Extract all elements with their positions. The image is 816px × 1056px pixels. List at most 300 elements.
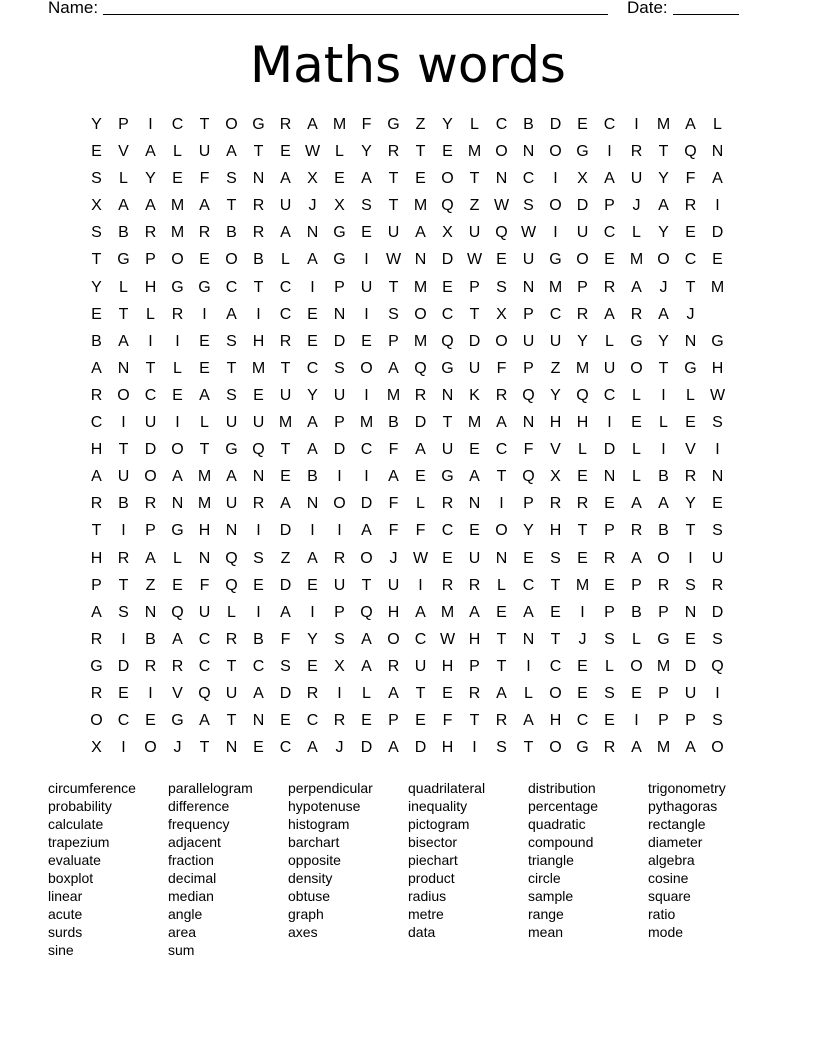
grid-letter[interactable]: C <box>495 441 508 459</box>
grid-letter[interactable]: U <box>522 332 535 350</box>
grid-letter[interactable]: A <box>253 684 264 702</box>
grid-letter[interactable]: E <box>253 576 264 594</box>
grid-letter[interactable]: G <box>441 359 454 377</box>
grid-letter[interactable]: O <box>117 386 130 404</box>
grid-letter[interactable]: A <box>145 197 156 215</box>
grid-letter[interactable]: H <box>711 359 724 377</box>
grid-letter[interactable]: A <box>172 468 183 486</box>
grid-letter[interactable]: E <box>415 712 426 730</box>
grid-letter[interactable]: I <box>337 468 342 486</box>
grid-letter[interactable]: W <box>304 143 321 161</box>
grid-letter[interactable]: E <box>172 170 183 188</box>
grid-letter[interactable]: E <box>307 576 318 594</box>
grid-letter[interactable]: P <box>604 603 615 621</box>
grid-letter[interactable]: F <box>415 522 426 540</box>
grid-letter[interactable]: T <box>199 739 210 757</box>
grid-letter[interactable]: E <box>307 657 318 675</box>
grid-letter[interactable]: S <box>712 630 723 648</box>
grid-letter[interactable]: E <box>469 522 480 540</box>
grid-letter[interactable]: N <box>684 603 697 621</box>
grid-letter[interactable]: N <box>252 170 265 188</box>
grid-letter[interactable]: C <box>171 116 184 133</box>
grid-letter[interactable]: B <box>658 468 669 486</box>
grid-letter[interactable]: E <box>442 549 453 567</box>
grid-letter[interactable]: E <box>604 576 615 594</box>
grid-letter[interactable]: I <box>715 197 720 215</box>
grid-letter[interactable]: Q <box>522 386 535 404</box>
grid-letter[interactable]: S <box>118 603 129 621</box>
grid-letter[interactable]: A <box>118 197 129 215</box>
grid-letter[interactable]: M <box>656 739 671 757</box>
grid-letter[interactable]: R <box>603 278 616 296</box>
grid-letter[interactable]: G <box>225 441 238 459</box>
grid-letter[interactable]: O <box>387 630 400 648</box>
grid-letter[interactable]: A <box>307 251 318 269</box>
grid-letter[interactable]: Q <box>441 332 454 350</box>
grid-letter[interactable]: M <box>386 386 401 404</box>
grid-letter[interactable]: H <box>144 278 157 296</box>
date-field-line[interactable] <box>673 0 739 15</box>
grid-letter[interactable]: E <box>604 251 615 269</box>
grid-letter[interactable]: M <box>413 197 428 215</box>
grid-letter[interactable]: N <box>684 332 697 350</box>
grid-letter[interactable]: J <box>389 549 398 567</box>
grid-letter[interactable]: A <box>388 739 399 757</box>
grid-letter[interactable]: I <box>688 549 693 567</box>
grid-letter[interactable]: R <box>117 549 130 567</box>
grid-letter[interactable]: P <box>523 305 534 323</box>
grid-letter[interactable]: E <box>469 441 480 459</box>
grid-letter[interactable]: M <box>467 414 482 432</box>
grid-letter[interactable]: S <box>91 170 102 188</box>
grid-letter[interactable]: E <box>415 170 426 188</box>
grid-letter[interactable]: A <box>388 468 399 486</box>
grid-letter[interactable]: A <box>685 116 696 133</box>
grid-letter[interactable]: R <box>171 305 184 323</box>
grid-letter[interactable]: U <box>144 414 157 432</box>
grid-letter[interactable]: I <box>337 684 342 702</box>
grid-letter[interactable]: X <box>577 170 588 188</box>
grid-letter[interactable]: T <box>280 441 291 459</box>
grid-letter[interactable]: N <box>333 305 346 323</box>
grid-letter[interactable]: T <box>577 522 588 540</box>
grid-letter[interactable]: J <box>659 278 668 296</box>
grid-letter[interactable]: C <box>684 251 697 269</box>
grid-letter[interactable]: T <box>658 359 669 377</box>
grid-letter[interactable]: T <box>469 170 480 188</box>
grid-letter[interactable]: F <box>388 441 399 459</box>
grid-letter[interactable]: K <box>469 386 480 404</box>
grid-letter[interactable]: A <box>631 549 642 567</box>
grid-letter[interactable]: A <box>91 468 102 486</box>
grid-letter[interactable]: M <box>656 116 671 133</box>
grid-letter[interactable]: R <box>576 305 589 323</box>
grid-letter[interactable]: V <box>550 441 561 459</box>
grid-letter[interactable]: M <box>170 224 185 242</box>
grid-letter[interactable]: P <box>388 712 399 730</box>
grid-letter[interactable]: B <box>118 495 129 513</box>
grid-letter[interactable]: G <box>198 278 211 296</box>
grid-letter[interactable]: S <box>712 522 723 540</box>
grid-letter[interactable]: N <box>711 468 724 486</box>
grid-letter[interactable]: I <box>148 332 153 350</box>
grid-letter[interactable]: R <box>630 305 643 323</box>
grid-letter[interactable]: E <box>91 143 102 161</box>
grid-letter[interactable]: M <box>359 414 374 432</box>
grid-letter[interactable]: F <box>199 576 210 594</box>
grid-letter[interactable]: E <box>496 603 507 621</box>
grid-letter[interactable]: Q <box>495 224 508 242</box>
grid-letter[interactable]: S <box>712 712 723 730</box>
grid-letter[interactable]: H <box>549 522 562 540</box>
grid-letter[interactable]: P <box>577 278 588 296</box>
grid-letter[interactable]: F <box>496 359 507 377</box>
grid-letter[interactable]: M <box>710 278 725 296</box>
grid-letter[interactable]: T <box>496 630 507 648</box>
grid-letter[interactable]: G <box>657 630 670 648</box>
grid-letter[interactable]: C <box>306 712 319 730</box>
grid-letter[interactable]: G <box>333 224 346 242</box>
grid-letter[interactable]: C <box>198 630 211 648</box>
grid-letter[interactable]: U <box>387 224 400 242</box>
grid-letter[interactable]: C <box>522 576 535 594</box>
grid-letter[interactable]: B <box>91 332 102 350</box>
grid-letter[interactable]: L <box>605 332 614 350</box>
grid-letter[interactable]: A <box>523 712 534 730</box>
grid-letter[interactable]: N <box>198 549 211 567</box>
grid-letter[interactable]: A <box>415 224 426 242</box>
grid-letter[interactable]: A <box>145 549 156 567</box>
grid-letter[interactable]: E <box>631 684 642 702</box>
grid-letter[interactable]: A <box>307 116 318 133</box>
grid-letter[interactable]: O <box>171 441 184 459</box>
grid-letter[interactable]: E <box>118 684 129 702</box>
grid-letter[interactable]: T <box>226 657 237 675</box>
grid-letter[interactable]: R <box>144 657 157 675</box>
grid-letter[interactable]: R <box>252 197 265 215</box>
grid-letter[interactable]: U <box>360 278 373 296</box>
grid-letter[interactable]: E <box>604 495 615 513</box>
grid-letter[interactable]: A <box>361 522 372 540</box>
grid-letter[interactable]: A <box>280 170 291 188</box>
grid-letter[interactable]: G <box>90 657 103 675</box>
grid-letter[interactable]: S <box>712 414 723 432</box>
grid-letter[interactable]: G <box>711 332 724 350</box>
grid-letter[interactable]: F <box>361 116 372 133</box>
grid-letter[interactable]: T <box>280 359 291 377</box>
grid-letter[interactable]: E <box>91 305 102 323</box>
grid-letter[interactable]: I <box>202 305 207 323</box>
grid-letter[interactable]: Z <box>415 116 426 133</box>
grid-letter[interactable]: D <box>576 197 589 215</box>
grid-letter[interactable]: I <box>310 603 315 621</box>
grid-letter[interactable]: G <box>117 251 130 269</box>
grid-letter[interactable]: P <box>523 359 534 377</box>
grid-letter[interactable]: R <box>495 386 508 404</box>
grid-letter[interactable]: I <box>121 522 126 540</box>
grid-letter[interactable]: Q <box>171 603 184 621</box>
grid-letter[interactable]: R <box>171 657 184 675</box>
grid-letter[interactable]: A <box>523 603 534 621</box>
grid-letter[interactable]: A <box>658 305 669 323</box>
grid-letter[interactable]: A <box>496 414 507 432</box>
grid-letter[interactable]: Q <box>522 468 535 486</box>
grid-letter[interactable]: U <box>333 576 346 594</box>
grid-letter[interactable]: D <box>279 576 292 594</box>
grid-letter[interactable]: G <box>549 251 562 269</box>
grid-letter[interactable]: R <box>468 576 481 594</box>
grid-letter[interactable]: G <box>576 739 589 757</box>
grid-letter[interactable]: G <box>684 359 697 377</box>
grid-letter[interactable]: I <box>121 630 126 648</box>
grid-letter[interactable]: R <box>468 684 481 702</box>
grid-letter[interactable]: E <box>334 170 345 188</box>
grid-letter[interactable]: X <box>442 224 453 242</box>
grid-letter[interactable]: E <box>631 414 642 432</box>
grid-letter[interactable]: A <box>631 495 642 513</box>
grid-letter[interactable]: I <box>310 278 315 296</box>
grid-letter[interactable]: H <box>90 441 103 459</box>
grid-letter[interactable]: P <box>658 712 669 730</box>
grid-letter[interactable]: W <box>709 386 726 404</box>
grid-letter[interactable]: S <box>226 170 237 188</box>
grid-letter[interactable]: I <box>337 522 342 540</box>
grid-letter[interactable]: G <box>171 522 184 540</box>
grid-letter[interactable]: A <box>280 224 291 242</box>
grid-letter[interactable]: C <box>576 712 589 730</box>
grid-letter[interactable]: F <box>388 522 399 540</box>
grid-letter[interactable]: A <box>496 684 507 702</box>
grid-letter[interactable]: O <box>657 251 670 269</box>
grid-letter[interactable]: R <box>549 495 562 513</box>
grid-letter[interactable]: R <box>225 630 238 648</box>
grid-letter[interactable]: H <box>576 414 589 432</box>
grid-letter[interactable]: N <box>522 278 535 296</box>
grid-letter[interactable]: I <box>499 495 504 513</box>
grid-letter[interactable]: A <box>604 170 615 188</box>
grid-letter[interactable]: A <box>199 386 210 404</box>
grid-letter[interactable]: T <box>118 576 129 594</box>
grid-letter[interactable]: X <box>496 305 507 323</box>
grid-letter[interactable]: P <box>118 116 129 133</box>
grid-letter[interactable]: R <box>252 495 265 513</box>
grid-letter[interactable]: S <box>523 197 534 215</box>
grid-letter[interactable]: R <box>279 332 292 350</box>
grid-letter[interactable]: E <box>199 251 210 269</box>
grid-letter[interactable]: W <box>493 197 510 215</box>
grid-letter[interactable]: T <box>226 197 237 215</box>
grid-letter[interactable]: H <box>549 414 562 432</box>
grid-letter[interactable]: R <box>603 739 616 757</box>
grid-letter[interactable]: S <box>253 549 264 567</box>
grid-letter[interactable]: C <box>603 116 616 133</box>
grid-letter[interactable]: R <box>90 386 103 404</box>
grid-letter[interactable]: C <box>414 630 427 648</box>
grid-letter[interactable]: B <box>145 630 156 648</box>
grid-letter[interactable]: M <box>197 495 212 513</box>
grid-letter[interactable]: U <box>252 414 265 432</box>
grid-letter[interactable]: P <box>91 576 102 594</box>
grid-letter[interactable]: V <box>685 441 696 459</box>
grid-letter[interactable]: N <box>117 359 130 377</box>
grid-letter[interactable]: J <box>335 739 344 757</box>
grid-letter[interactable]: U <box>225 684 238 702</box>
grid-letter[interactable]: E <box>199 332 210 350</box>
grid-letter[interactable]: R <box>684 468 697 486</box>
grid-letter[interactable]: A <box>91 359 102 377</box>
grid-letter[interactable]: O <box>549 739 562 757</box>
grid-letter[interactable]: R <box>198 224 211 242</box>
grid-letter[interactable]: R <box>252 224 265 242</box>
grid-letter[interactable]: E <box>685 630 696 648</box>
grid-letter[interactable]: A <box>415 441 426 459</box>
grid-letter[interactable]: U <box>711 549 724 567</box>
grid-letter[interactable]: J <box>578 630 587 648</box>
grid-letter[interactable]: L <box>281 251 290 269</box>
grid-letter[interactable]: U <box>333 386 346 404</box>
grid-letter[interactable]: Z <box>145 576 156 594</box>
grid-letter[interactable]: L <box>713 116 722 133</box>
grid-letter[interactable]: G <box>387 116 400 133</box>
grid-letter[interactable]: E <box>307 305 318 323</box>
grid-letter[interactable]: T <box>118 441 129 459</box>
grid-letter[interactable]: B <box>226 224 237 242</box>
grid-letter[interactable]: U <box>441 441 454 459</box>
grid-letter[interactable]: A <box>631 278 642 296</box>
grid-letter[interactable]: T <box>469 305 480 323</box>
grid-letter[interactable]: Y <box>442 116 453 133</box>
grid-letter[interactable]: C <box>117 712 130 730</box>
grid-letter[interactable]: O <box>333 495 346 513</box>
grid-letter[interactable]: B <box>307 468 318 486</box>
grid-letter[interactable]: E <box>280 712 291 730</box>
grid-letter[interactable]: C <box>603 224 616 242</box>
grid-letter[interactable]: E <box>604 712 615 730</box>
grid-letter[interactable]: U <box>684 684 697 702</box>
grid-letter[interactable]: D <box>549 116 562 133</box>
grid-letter[interactable]: U <box>468 224 481 242</box>
grid-letter[interactable]: E <box>442 143 453 161</box>
grid-letter[interactable]: L <box>173 359 182 377</box>
grid-letter[interactable]: N <box>171 495 184 513</box>
grid-letter[interactable]: P <box>334 414 345 432</box>
grid-letter[interactable]: M <box>440 603 455 621</box>
grid-letter[interactable]: D <box>603 441 616 459</box>
grid-letter[interactable]: V <box>172 684 183 702</box>
grid-letter[interactable]: Z <box>280 549 291 567</box>
grid-letter[interactable]: I <box>364 305 369 323</box>
grid-letter[interactable]: A <box>280 495 291 513</box>
grid-letter[interactable]: S <box>280 657 291 675</box>
grid-letter[interactable]: R <box>603 549 616 567</box>
grid-letter[interactable]: A <box>199 197 210 215</box>
grid-letter[interactable]: E <box>496 251 507 269</box>
grid-letter[interactable]: I <box>607 414 612 432</box>
grid-letter[interactable]: A <box>226 143 237 161</box>
grid-letter[interactable]: A <box>388 684 399 702</box>
grid-letter[interactable]: H <box>468 630 481 648</box>
grid-letter[interactable]: D <box>441 251 454 269</box>
grid-letter[interactable]: O <box>549 143 562 161</box>
grid-letter[interactable]: A <box>145 143 156 161</box>
grid-letter[interactable]: U <box>576 224 589 242</box>
grid-letter[interactable]: R <box>333 549 346 567</box>
grid-letter[interactable]: Y <box>658 332 669 350</box>
grid-letter[interactable]: M <box>332 116 347 133</box>
grid-letter[interactable]: A <box>469 603 480 621</box>
grid-letter[interactable]: O <box>144 468 157 486</box>
grid-letter[interactable]: R <box>441 495 454 513</box>
grid-letter[interactable]: B <box>253 251 264 269</box>
grid-letter[interactable]: Z <box>550 359 561 377</box>
grid-letter[interactable]: P <box>523 495 534 513</box>
grid-letter[interactable]: P <box>145 251 156 269</box>
grid-letter[interactable]: R <box>333 712 346 730</box>
grid-letter[interactable]: O <box>225 116 238 133</box>
grid-letter[interactable]: U <box>225 495 238 513</box>
grid-letter[interactable]: M <box>197 468 212 486</box>
grid-letter[interactable]: E <box>550 603 561 621</box>
grid-letter[interactable]: R <box>495 712 508 730</box>
grid-letter[interactable]: T <box>550 576 561 594</box>
grid-letter[interactable]: B <box>253 630 264 648</box>
grid-letter[interactable]: B <box>658 522 669 540</box>
grid-letter[interactable]: I <box>553 224 558 242</box>
grid-letter[interactable]: Q <box>252 441 265 459</box>
grid-letter[interactable]: E <box>415 468 426 486</box>
grid-letter[interactable]: Q <box>711 657 724 675</box>
grid-letter[interactable]: C <box>198 657 211 675</box>
grid-letter[interactable]: R <box>144 495 157 513</box>
grid-letter[interactable]: M <box>548 278 563 296</box>
grid-letter[interactable]: S <box>604 630 615 648</box>
grid-letter[interactable]: Y <box>523 522 534 540</box>
grid-letter[interactable]: L <box>416 495 425 513</box>
grid-letter[interactable]: E <box>685 224 696 242</box>
grid-letter[interactable]: L <box>659 414 668 432</box>
grid-letter[interactable]: P <box>145 522 156 540</box>
grid-letter[interactable]: E <box>577 657 588 675</box>
grid-letter[interactable]: A <box>307 739 318 757</box>
grid-letter[interactable]: Q <box>576 386 589 404</box>
grid-letter[interactable]: Q <box>684 143 697 161</box>
grid-letter[interactable]: N <box>252 712 265 730</box>
grid-letter[interactable]: E <box>442 684 453 702</box>
grid-letter[interactable]: A <box>307 441 318 459</box>
grid-letter[interactable]: I <box>715 684 720 702</box>
grid-letter[interactable]: F <box>199 170 210 188</box>
grid-letter[interactable]: T <box>226 359 237 377</box>
grid-letter[interactable]: C <box>495 116 508 133</box>
grid-letter[interactable]: B <box>118 224 129 242</box>
grid-letter[interactable]: M <box>467 143 482 161</box>
grid-letter[interactable]: T <box>442 414 453 432</box>
grid-letter[interactable]: G <box>252 116 265 133</box>
grid-letter[interactable]: R <box>711 576 724 594</box>
grid-letter[interactable]: W <box>412 549 429 567</box>
grid-letter[interactable]: U <box>279 386 292 404</box>
grid-letter[interactable]: O <box>549 197 562 215</box>
grid-letter[interactable]: N <box>225 739 238 757</box>
grid-letter[interactable]: O <box>171 251 184 269</box>
grid-letter[interactable]: S <box>91 224 102 242</box>
grid-letter[interactable]: R <box>387 657 400 675</box>
grid-letter[interactable]: X <box>307 170 318 188</box>
grid-letter[interactable]: W <box>439 630 456 648</box>
grid-letter[interactable]: P <box>631 576 642 594</box>
grid-letter[interactable]: T <box>496 657 507 675</box>
grid-letter[interactable]: T <box>145 359 156 377</box>
